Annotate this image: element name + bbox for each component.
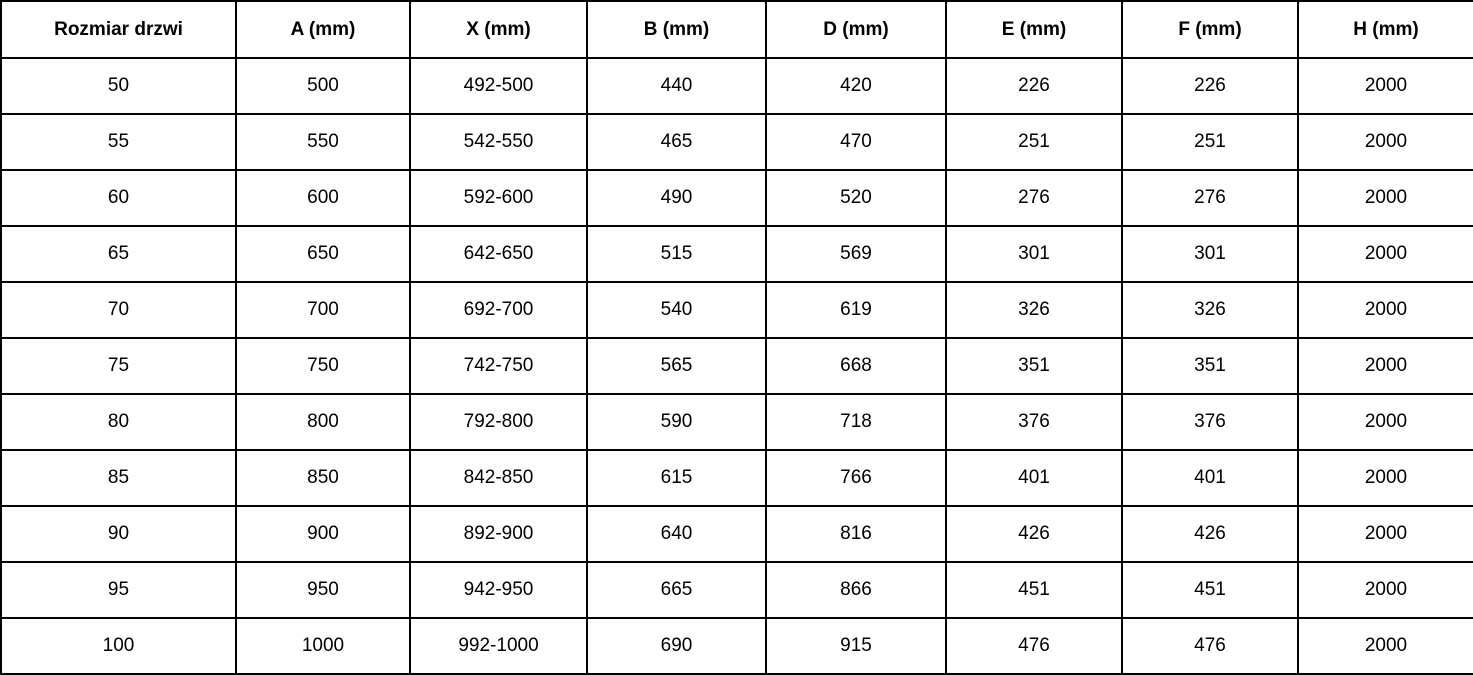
table-cell: 915 [766, 618, 946, 674]
table-cell: 401 [1122, 450, 1298, 506]
table-cell: 470 [766, 114, 946, 170]
table-cell: 665 [587, 562, 766, 618]
table-cell: 80 [1, 394, 236, 450]
table-cell: 900 [236, 506, 410, 562]
table-cell: 326 [1122, 282, 1298, 338]
table-row [1, 114, 1473, 170]
table-cell: 2000 [1298, 338, 1473, 394]
table-cell: 2000 [1298, 394, 1473, 450]
table-cell: 351 [946, 338, 1122, 394]
table-cell: 276 [946, 170, 1122, 226]
table-cell: 515 [587, 226, 766, 282]
table-cell: 2000 [1298, 226, 1473, 282]
table-cell: 950 [236, 562, 410, 618]
table-cell: 816 [766, 506, 946, 562]
table-cell: 95 [1, 562, 236, 618]
table-cell: 792-800 [410, 394, 587, 450]
column-header-x: X (mm) [410, 1, 587, 58]
table-cell: 2000 [1298, 562, 1473, 618]
table-row [1, 170, 1473, 226]
table-cell: 690 [587, 618, 766, 674]
table-cell: 326 [946, 282, 1122, 338]
table-cell: 766 [766, 450, 946, 506]
column-header-f: F (mm) [1122, 1, 1298, 58]
table-cell: 542-550 [410, 114, 587, 170]
table-row [1, 394, 1473, 450]
table-cell: 1000 [236, 618, 410, 674]
table-cell: 426 [1122, 506, 1298, 562]
column-header-rozmiar-drzwi: Rozmiar drzwi [1, 1, 236, 58]
table-cell: 2000 [1298, 58, 1473, 114]
table-cell: 992-1000 [410, 618, 587, 674]
table-cell: 550 [236, 114, 410, 170]
table-cell: 2000 [1298, 282, 1473, 338]
table-cell: 850 [236, 450, 410, 506]
table-cell: 842-850 [410, 450, 587, 506]
table-row [1, 450, 1473, 506]
table-cell: 2000 [1298, 618, 1473, 674]
table-cell: 301 [946, 226, 1122, 282]
table-cell: 490 [587, 170, 766, 226]
table-cell: 2000 [1298, 114, 1473, 170]
table-cell: 376 [1122, 394, 1298, 450]
table-cell: 600 [236, 170, 410, 226]
table-cell: 226 [1122, 58, 1298, 114]
table-cell: 451 [946, 562, 1122, 618]
table-cell: 590 [587, 394, 766, 450]
table-cell: 569 [766, 226, 946, 282]
table-row [1, 282, 1473, 338]
table-cell: 718 [766, 394, 946, 450]
table-row [1, 618, 1473, 674]
table-cell: 90 [1, 506, 236, 562]
table-header-row [1, 1, 1473, 58]
table-cell: 476 [1122, 618, 1298, 674]
table-cell: 700 [236, 282, 410, 338]
table-cell: 592-600 [410, 170, 587, 226]
table-cell: 642-650 [410, 226, 587, 282]
table-cell: 615 [587, 450, 766, 506]
table-cell: 226 [946, 58, 1122, 114]
table-row [1, 562, 1473, 618]
table-row [1, 58, 1473, 114]
table-cell: 420 [766, 58, 946, 114]
table-cell: 351 [1122, 338, 1298, 394]
table-row [1, 506, 1473, 562]
table-cell: 401 [946, 450, 1122, 506]
table-cell: 2000 [1298, 450, 1473, 506]
table-cell: 668 [766, 338, 946, 394]
table-cell: 70 [1, 282, 236, 338]
table-row [1, 338, 1473, 394]
table-cell: 866 [766, 562, 946, 618]
table-cell: 476 [946, 618, 1122, 674]
table-cell: 640 [587, 506, 766, 562]
table-header [1, 1, 1473, 58]
table-body [1, 58, 1473, 674]
table-cell: 440 [587, 58, 766, 114]
table-cell: 492-500 [410, 58, 587, 114]
table-cell: 100 [1, 618, 236, 674]
table-cell: 500 [236, 58, 410, 114]
table-cell: 2000 [1298, 506, 1473, 562]
table-cell: 65 [1, 226, 236, 282]
table-cell: 50 [1, 58, 236, 114]
table-cell: 2000 [1298, 170, 1473, 226]
column-header-h: H (mm) [1298, 1, 1473, 58]
table-cell: 800 [236, 394, 410, 450]
table-cell: 540 [587, 282, 766, 338]
column-header-e: E (mm) [946, 1, 1122, 58]
table-cell: 565 [587, 338, 766, 394]
table-cell: 619 [766, 282, 946, 338]
table-cell: 742-750 [410, 338, 587, 394]
table-cell: 376 [946, 394, 1122, 450]
table-cell: 942-950 [410, 562, 587, 618]
table-cell: 426 [946, 506, 1122, 562]
column-header-a: A (mm) [236, 1, 410, 58]
table-cell: 301 [1122, 226, 1298, 282]
table-cell: 251 [1122, 114, 1298, 170]
table-cell: 276 [1122, 170, 1298, 226]
table-cell: 60 [1, 170, 236, 226]
table-cell: 650 [236, 226, 410, 282]
table-row [1, 226, 1473, 282]
table-cell: 451 [1122, 562, 1298, 618]
column-header-b: B (mm) [587, 1, 766, 58]
table-cell: 55 [1, 114, 236, 170]
table-cell: 75 [1, 338, 236, 394]
table-cell: 750 [236, 338, 410, 394]
table-cell: 465 [587, 114, 766, 170]
table-cell: 892-900 [410, 506, 587, 562]
column-header-d: D (mm) [766, 1, 946, 58]
table-cell: 85 [1, 450, 236, 506]
table-cell: 692-700 [410, 282, 587, 338]
table-cell: 520 [766, 170, 946, 226]
table-cell: 251 [946, 114, 1122, 170]
